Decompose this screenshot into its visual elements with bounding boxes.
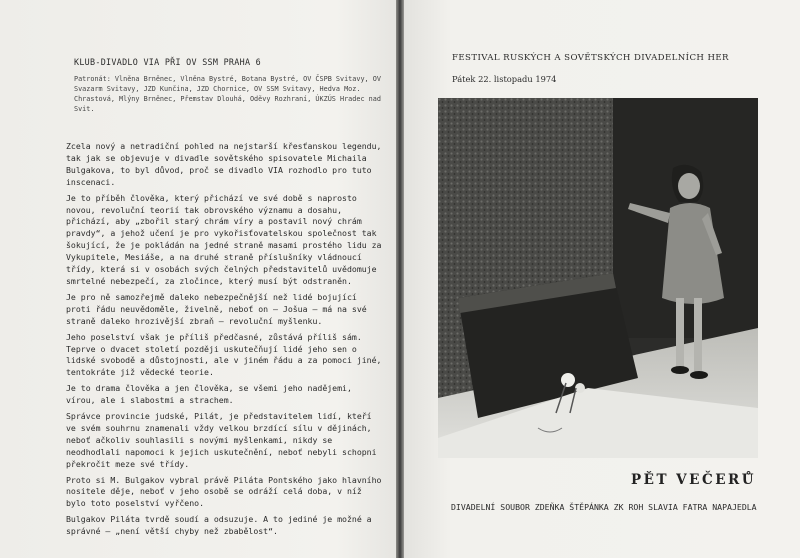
club-title: KLUB-DIVADLO VIA PŘI OV SSM PRAHA 6	[74, 57, 261, 67]
paragraph: Je pro ně samozřejmě daleko nebezpečnější než lidé bojující proti řádu neuvědoměle, živelně, neboť on — Jošua — má na své straně daleko hrozivější zbraň — revoluční myšlenku.	[66, 291, 367, 326]
paragraph: Je to drama člověka a jen člověka, se všemi jeho nadějemi, vírou, ale i slabostmi a strachem.	[66, 383, 352, 406]
paragraph: Proto si M. Bulgakov vybral právě Piláta Pontského jako hlavního nositele děje, neboť v jeho osobě se odráží celá doba, v níž bylo toto poselství vyřčeno.	[66, 474, 382, 509]
paragraph: Správce provincie judské, Pilát, je představitelem lidí, kteří ve svém souhrnu znamenali vždy velkou brzdící sílu v dějinách, neboť ačkoliv souhlasili s novými myšlenkami, nikdy se neodhodlali napomoci k jejich uskutečnění, neboť nebyli schopni překročit meze své třídy.	[66, 411, 377, 469]
paragraph: Zcela nový a netradiční pohled na nejstarší křesťanskou legendu, tak jak se objevuje v divadle sovětského spisovatele Michaila Bulgakova, to byl důvod, proč se divadlo VIA rozhodlo pro tuto inscenaci.	[66, 141, 382, 187]
book-gutter	[396, 0, 404, 558]
stage-photo-image	[438, 98, 758, 458]
festival-title: FESTIVAL RUSKÝCH A SOVĚTSKÝCH DIVADELNÍCH HER	[452, 53, 729, 63]
theatre-company: DIVADELNÍ SOUBOR ZDEŇKA ŠTĚPÁNKA ZK ROH SLAVIA FATRA NAPAJEDLA	[451, 502, 757, 512]
paragraph: Jeho poselství však je příliš předčasné, zůstává příliš sám. Teprve o dvacet století později uskutečňují lidé jeho sen o lidské svobodě a důstojnosti, ale v jiném řádu a za pomoci jiné, tentokráte již vědecké teorie.	[66, 331, 382, 378]
event-date: Pátek 22. listopadu 1974	[452, 74, 557, 84]
show-title: PĚT VEČERŮ	[631, 472, 756, 488]
stage-photo	[438, 98, 758, 458]
patrons-list: Patronát: Vlněna Brněnec, Vlněna Bystré, Botana Bystré, OV ČSPB Svitavy, OV Svazarm Svitavy, JZD Kunčina, JZD Chornice, OV SSM Svitavy, Hedva Moz. Chrastová, Mlýny Brněnec, Přemstav Dlouhá, Oděvy Rozhraní, ÚKZÚS Hradec nad Svit.	[74, 75, 381, 113]
left-page	[0, 0, 396, 558]
paragraph: Bulgakov Piláta tvrdě soudí a odsuzuje. A to jediné je možné a správné — „není větší chyby než zbabělost“.	[66, 514, 372, 537]
paragraph: Je to příběh člověka, který přichází ve své době s naprosto novou, revoluční teorií tak obrovského významu a dosahu, přichází, aby „zbořil starý chrám víry a postavil nový chrám pravdy“, a jehož učení je pro vykořisťovatelskou společnost tak šokující, že je pokládán na jedné straně masami prostého lidu za Vykupitele, Mesiáše, a na druhé straně příslušníky vládnoucí třídy, která si v osobách svých čelných představitelů uvědomuje smrtelné nebezpečí, za zločince, který musí být odstraněn.	[66, 192, 382, 286]
body-text	[66, 141, 382, 538]
